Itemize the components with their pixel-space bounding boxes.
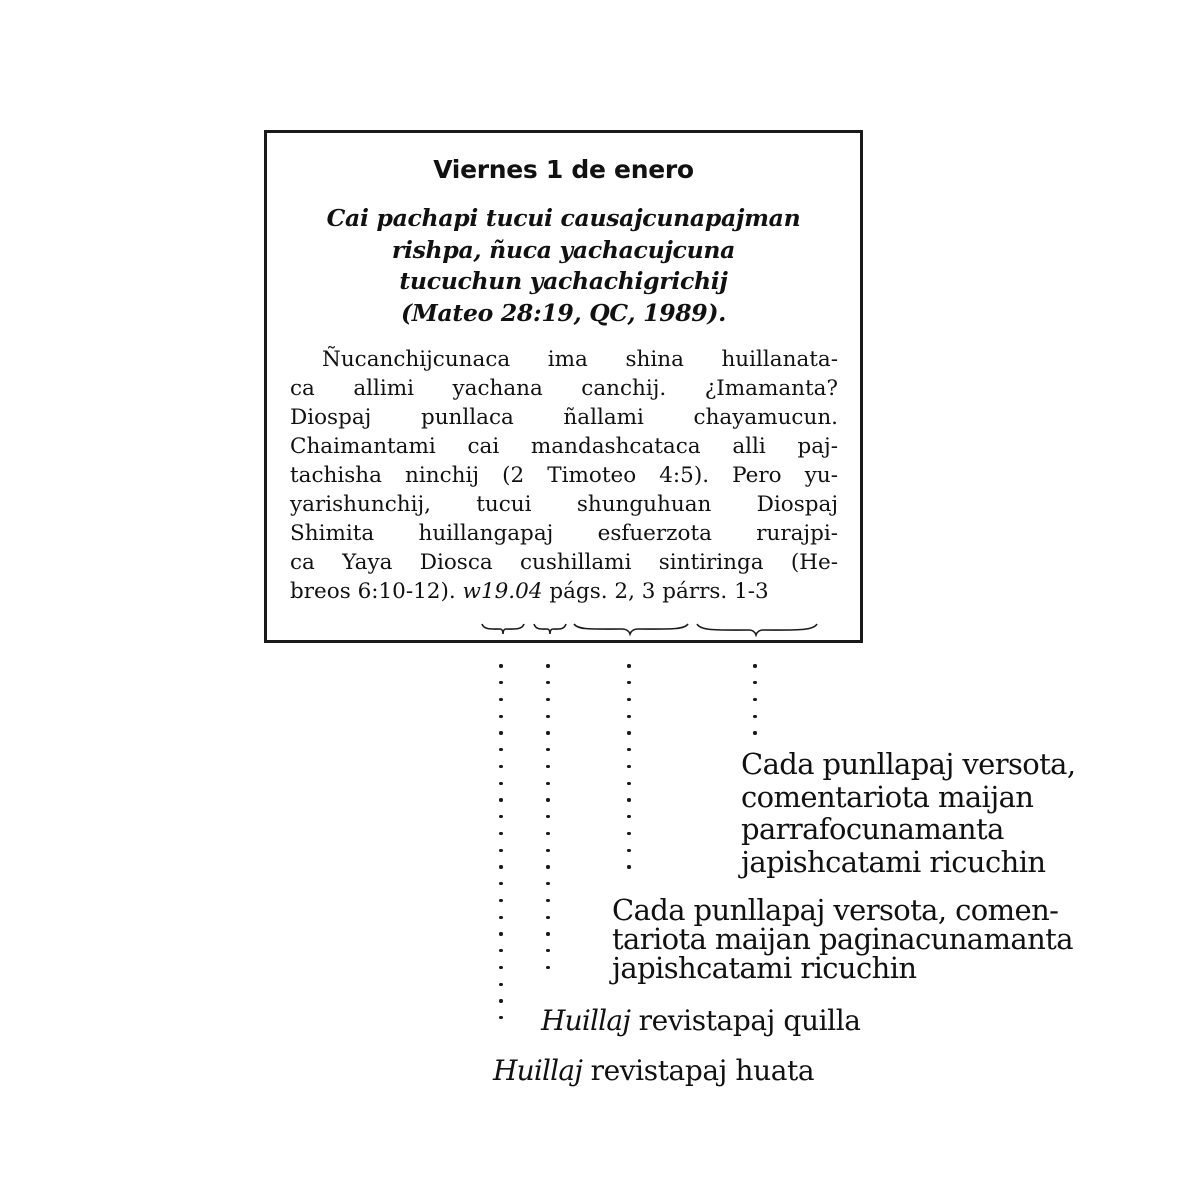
dots-month-dot <box>546 731 549 734</box>
dots-month-dot <box>546 815 549 818</box>
dots-pages-dot <box>627 782 630 785</box>
magazine-name: Huillaj <box>541 1004 631 1037</box>
dots-month-dot <box>546 966 549 969</box>
dots-month-dot <box>546 681 549 684</box>
dots-month-dot <box>546 748 549 751</box>
dots-year-dot <box>499 949 502 952</box>
dots-paragraphs-dot <box>753 664 756 667</box>
comment-paragraph <box>290 345 838 606</box>
dots-year-dot <box>499 916 502 919</box>
pages-annotation <box>612 893 1073 985</box>
dots-year-dot <box>499 765 502 768</box>
body-line: Chaimantami cai mandashcataca alli paj- <box>290 434 838 459</box>
dots-month-dot <box>546 782 549 785</box>
dots-year-dot <box>499 782 502 785</box>
dots-month-dot <box>546 715 549 718</box>
body-line: Shimita huillangapaj esfuerzota rurajpi- <box>290 521 838 546</box>
dots-paragraphs-dot <box>753 698 756 701</box>
body-line: ca Yaya Diosca cushillami sintiringa (He- <box>290 550 838 575</box>
dots-month-dot <box>546 949 549 952</box>
dots-year-dot <box>499 664 502 667</box>
paragraphs-annotation <box>741 748 1075 878</box>
dots-pages-dot <box>627 865 630 868</box>
annotation-text: revistapaj quilla <box>630 1004 861 1037</box>
annotation-line: japishcatami ricuchin <box>741 844 1046 879</box>
theme-line: (Mateo 28:19, QC, 1989). <box>400 298 727 327</box>
month-annotation <box>541 1004 861 1038</box>
dots-year-dot <box>499 715 502 718</box>
brace-year <box>480 620 526 638</box>
dots-year-dot <box>499 882 502 885</box>
dots-year-dot <box>499 999 502 1002</box>
date-heading: Viernes 1 de enero <box>433 155 694 184</box>
dots-paragraphs-dot <box>753 715 756 718</box>
dots-year-dot <box>499 1016 502 1019</box>
dots-month-dot <box>546 798 549 801</box>
annotation-line: parrafocunamanta <box>741 812 1004 846</box>
body-line: Ñucanchijcunaca ima shina huillanata- <box>322 347 838 372</box>
citation-publication: w19.04 <box>462 579 543 604</box>
body-line: tachisha ninchij (2 Timoteo 4:5). Pero yu- <box>290 463 838 488</box>
annotation-line: comentariota maijan <box>741 779 1034 814</box>
dots-month-dot <box>546 916 549 919</box>
dots-year-dot <box>499 748 502 751</box>
body-line: yarishunchij, tucui shunguhuan Diospaj <box>290 492 838 517</box>
dots-year-dot <box>499 849 502 852</box>
dots-month-dot <box>546 882 549 885</box>
theme-line: rishpa, ñuca yachacujcuna <box>391 235 736 264</box>
dots-pages-dot <box>627 731 630 734</box>
dots-year-dot <box>499 983 502 986</box>
annotation-line: Cada punllapaj versota, comen- <box>612 893 1059 927</box>
dots-pages-dot <box>627 798 630 801</box>
dots-pages-dot <box>627 765 630 768</box>
dots-year-dot <box>499 932 502 935</box>
dots-year-dot <box>499 865 502 868</box>
dots-month-dot <box>546 664 549 667</box>
dots-year-dot <box>499 731 502 734</box>
dots-month-dot <box>546 932 549 935</box>
dots-paragraphs-dot <box>753 731 756 734</box>
dots-month-dot <box>546 832 549 835</box>
dots-month-dot <box>546 849 549 852</box>
dots-pages-dot <box>627 748 630 751</box>
dots-pages-dot <box>627 849 630 852</box>
theme-scripture <box>267 203 860 329</box>
citation-pages: págs. 2, 3 <box>549 579 656 604</box>
dots-pages-dot <box>627 664 630 667</box>
dots-month-dot <box>546 698 549 701</box>
brace-pages <box>572 620 690 638</box>
magazine-name: Huillaj <box>493 1054 583 1087</box>
dots-pages-dot <box>627 681 630 684</box>
annotation-line: japishcatami ricuchin <box>612 951 917 985</box>
brace-month <box>532 620 568 638</box>
dots-year-dot <box>499 681 502 684</box>
dots-month-dot <box>546 765 549 768</box>
daily-text-box <box>264 130 863 643</box>
annotation-line: tariota maijan paginacunamanta <box>612 922 1073 956</box>
scripture-reference: breos 6:10-12). <box>290 579 456 604</box>
body-line: ca allimi yachana canchij. ¿Imamanta? <box>290 376 838 401</box>
dots-month-dot <box>546 899 549 902</box>
dots-year-dot <box>499 899 502 902</box>
dots-pages-dot <box>627 832 630 835</box>
body-line: Diospaj punllaca ñallami chayamucun. <box>290 405 838 430</box>
dots-pages-dot <box>627 698 630 701</box>
theme-line: Cai pachapi tucui causajcunapajman <box>326 204 801 232</box>
theme-line: tucuchun yachachigrichij <box>399 267 728 295</box>
citation-line <box>290 577 838 606</box>
dots-paragraphs-dot <box>753 681 756 684</box>
dots-year-dot <box>499 966 502 969</box>
citation-paragraphs: párrs. 1-3 <box>662 579 769 604</box>
dots-year-dot <box>499 698 502 701</box>
dots-pages-dot <box>627 815 630 818</box>
dots-year-dot <box>499 815 502 818</box>
dots-month-dot <box>546 865 549 868</box>
annotation-line: Cada punllapaj versota, <box>741 747 1076 781</box>
brace-paragraphs <box>695 620 819 640</box>
dots-year-dot <box>499 832 502 835</box>
dots-pages-dot <box>627 715 630 718</box>
year-annotation <box>493 1054 814 1088</box>
dots-year-dot <box>499 798 502 801</box>
annotation-text: revistapaj huata <box>582 1054 815 1087</box>
